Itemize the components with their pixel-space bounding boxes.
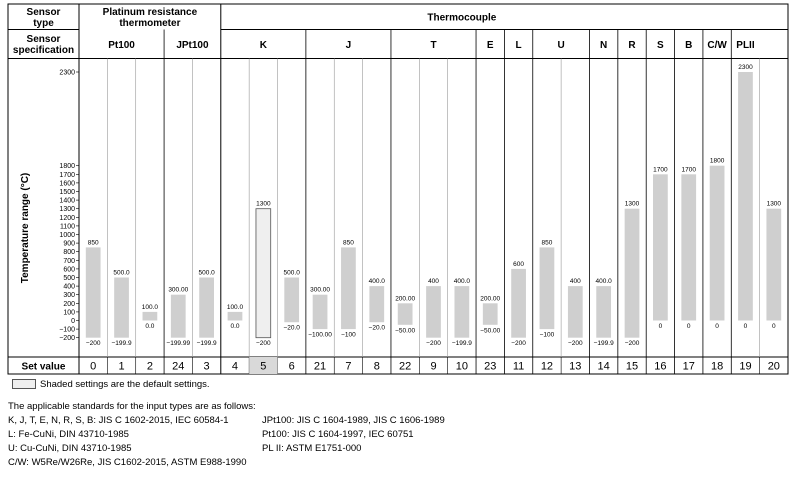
y-tick-label: 1400 (59, 197, 75, 205)
bar-max-label: 850 (541, 239, 553, 247)
y-tick-label: −100 (59, 326, 75, 334)
bar-min-label: 0 (772, 323, 776, 330)
y-tick-label: 1100 (59, 223, 75, 231)
bar-min-label: 0.0 (145, 323, 155, 330)
y-tick-label: 1300 (59, 206, 75, 214)
range-bar (483, 303, 498, 325)
set-value: 13 (569, 360, 582, 373)
bar-max-label: 400.0 (453, 278, 471, 286)
range-bar (738, 72, 753, 321)
sensor-type-group: Platinum resistance thermometer (102, 6, 198, 29)
bar-min-label: −199.99 (166, 340, 191, 348)
range-bar (143, 312, 158, 321)
note-left: K, J, T, E, N, R, S, B: JIS C 1602-2015, IEC 60584-1 (8, 415, 229, 426)
set-value: 18 (710, 360, 724, 373)
set-value: 19 (739, 360, 752, 373)
bar-max-label: 100.0 (141, 303, 159, 311)
bar-max-label: 1700 (681, 166, 696, 174)
y-tick-label: 700 (63, 257, 75, 265)
bar-min-label: −200 (511, 340, 526, 348)
bar-min-label: −50.00 (480, 327, 501, 335)
range-bar (681, 174, 696, 320)
bar-max-label: 850 (87, 239, 99, 247)
range-bar (313, 295, 328, 329)
sensor-spec-name: T (430, 40, 437, 51)
note-right: JPt100: JIS C 1604-1989, JIS C 1606-1989 (262, 415, 445, 426)
sensor-spec-name: B (685, 40, 693, 51)
y-tick-label: 500 (63, 275, 75, 282)
y-tick-label: 2300 (59, 69, 75, 77)
set-value: 11 (512, 360, 525, 373)
range-bar (228, 312, 243, 321)
bar-max-label: 500.0 (198, 269, 215, 277)
set-value: 12 (540, 360, 554, 373)
sensor-spec-name: Pt100 (108, 40, 135, 51)
bar-min-label: 0 (658, 323, 663, 330)
sensor-spec-name: J (345, 40, 352, 51)
range-bar (568, 286, 583, 338)
set-value: 16 (654, 360, 667, 373)
bar-max-label: 200.00 (480, 295, 501, 303)
range-bar (398, 303, 413, 325)
legend (12, 379, 210, 391)
bar-min-label: −200 (624, 340, 640, 348)
bar-min-label: −200 (567, 340, 583, 348)
note-right: Pt100: JIS C 1604-1997, IEC 60751 (262, 429, 414, 440)
set-value: 0 (90, 360, 97, 373)
sensor-spec-name: JPt100 (176, 40, 209, 51)
notes-intro: The applicable standards for the input types are as follows: (8, 401, 256, 412)
bar-min-label: 0 (743, 323, 748, 330)
set-value: 15 (625, 360, 639, 373)
sensor-spec-name: S (657, 40, 664, 51)
set-value: 8 (373, 360, 380, 373)
range-bar (454, 286, 469, 338)
y-axis-title: Temperature range (°C) (20, 172, 31, 284)
sensor-spec-name: K (259, 40, 267, 51)
set-value: 2 (146, 360, 153, 373)
bar-max-label: 2300 (738, 64, 753, 71)
bar-max-label: 1700 (653, 166, 668, 174)
set-value: 14 (597, 360, 610, 373)
range-bar (114, 278, 129, 338)
bar-max-label: 400 (569, 278, 581, 286)
y-tick-label: 1500 (59, 189, 75, 196)
y-tick-label: 600 (63, 266, 75, 274)
sensor-spec-name: E (486, 40, 494, 51)
bar-min-label: −200 (256, 340, 271, 348)
note-left: U: Cu-CuNi, DIN 43710-1985 (8, 443, 132, 454)
bar-max-label: 100.0 (226, 303, 244, 311)
set-value: 24 (172, 360, 185, 373)
bar-min-label: 0.0 (230, 323, 240, 330)
bar-min-label: −20.0 (283, 324, 300, 332)
bar-min-label: −100.00 (308, 331, 332, 339)
note-right: PL II: ASTM E1751-000 (262, 443, 362, 454)
bar-max-label: 300.00 (168, 286, 189, 294)
range-bar (86, 247, 101, 337)
sensor-spec-name: PLII (736, 40, 755, 51)
set-value: 21 (313, 360, 327, 373)
range-bar (511, 269, 526, 338)
set-value: 3 (203, 360, 210, 373)
y-tick-label: 1000 (59, 232, 75, 239)
range-bar (596, 286, 611, 338)
bar-min-label: −100 (539, 331, 555, 339)
note-left: C/W: W5Re/W26Re, JIS C1602-2015, ASTM E988-1990 (8, 457, 247, 468)
bar-min-label: −100 (341, 331, 356, 339)
set-value: 1 (118, 360, 125, 373)
sensor-spec-label: Sensor specification (12, 34, 75, 56)
bar-max-label: 400 (428, 278, 439, 286)
y-tick-label: 800 (63, 249, 75, 257)
set-value: 23 (484, 360, 497, 373)
range-bar (171, 295, 186, 338)
standards-notes (8, 400, 445, 470)
bar-max-label: 300.00 (310, 286, 331, 294)
sensor-spec-name: N (600, 40, 608, 51)
bar-max-label: 400.0 (595, 278, 612, 286)
range-bar (766, 209, 781, 321)
bar-min-label: −20.0 (368, 324, 386, 332)
range-bar (540, 247, 555, 329)
sensor-spec-name: R (628, 40, 636, 51)
set-value: 17 (682, 360, 695, 373)
range-bar (369, 286, 384, 322)
y-tick-label: 400 (63, 283, 75, 291)
bar-max-label: 1300 (624, 200, 640, 208)
y-tick-label: 1600 (59, 180, 75, 188)
bar-max-label: 500.0 (283, 269, 300, 277)
y-tick-label: 900 (63, 240, 75, 248)
range-bar (710, 166, 725, 321)
bar-min-label: 0 (715, 323, 719, 330)
set-value-label: Set value (21, 361, 66, 373)
set-value: 22 (399, 360, 412, 373)
bar-max-label: 500.0 (113, 269, 130, 277)
bar-max-label: 200.00 (395, 295, 416, 303)
bar-min-label: −199.9 (111, 340, 132, 348)
y-tick-label: 1200 (59, 214, 75, 222)
sensor-type-group: Thermocouple (427, 12, 497, 24)
sensor-spec-name: C/W (707, 40, 727, 51)
range-bar (284, 278, 299, 323)
note-left: L: Fe-CuNi, DIN 43710-1985 (8, 429, 129, 440)
sensor-spec-name: L (515, 40, 522, 51)
y-tick-label: 300 (63, 292, 75, 300)
set-value: 6 (288, 360, 295, 373)
bar-min-label: −50.00 (395, 327, 416, 335)
range-bar (341, 247, 356, 329)
y-tick-label: 100 (63, 309, 75, 317)
bar-min-label: −200 (426, 340, 441, 348)
bar-max-label: 1800 (709, 157, 725, 165)
bar-max-label: 1300 (256, 200, 271, 208)
range-bar (199, 278, 214, 338)
range-bar (426, 286, 441, 338)
bar-min-label: −200 (85, 340, 101, 348)
bar-max-label: 400.0 (368, 278, 385, 286)
default-swatch (12, 379, 36, 389)
set-value: 9 (430, 360, 437, 373)
sensor-spec-name: U (557, 40, 565, 51)
y-tick-label: 1800 (59, 163, 75, 171)
bar-max-label: 1300 (766, 200, 782, 208)
set-value: 10 (455, 360, 468, 373)
range-bar (625, 209, 640, 338)
range-bar (653, 174, 668, 320)
y-tick-label: −200 (59, 335, 75, 343)
bar-min-label: −199.9 (451, 340, 472, 348)
legend-text: Shaded settings are the default settings. (40, 379, 210, 390)
set-value: 4 (231, 360, 239, 373)
bar-max-label: 600 (513, 260, 525, 268)
range-bar (256, 209, 271, 338)
set-value: 5 (260, 360, 267, 373)
y-tick-label: 1700 (59, 171, 75, 179)
y-tick-label: 0 (71, 318, 75, 325)
y-tick-label: 200 (63, 300, 75, 308)
bar-min-label: −199.9 (593, 340, 614, 348)
set-value: 20 (767, 360, 780, 373)
bar-max-label: 850 (342, 239, 354, 247)
sensor-type-label: Sensor type (26, 6, 61, 29)
bar-min-label: 0 (686, 323, 691, 330)
bar-min-label: −199.9 (196, 340, 217, 348)
set-value: 7 (345, 360, 352, 373)
